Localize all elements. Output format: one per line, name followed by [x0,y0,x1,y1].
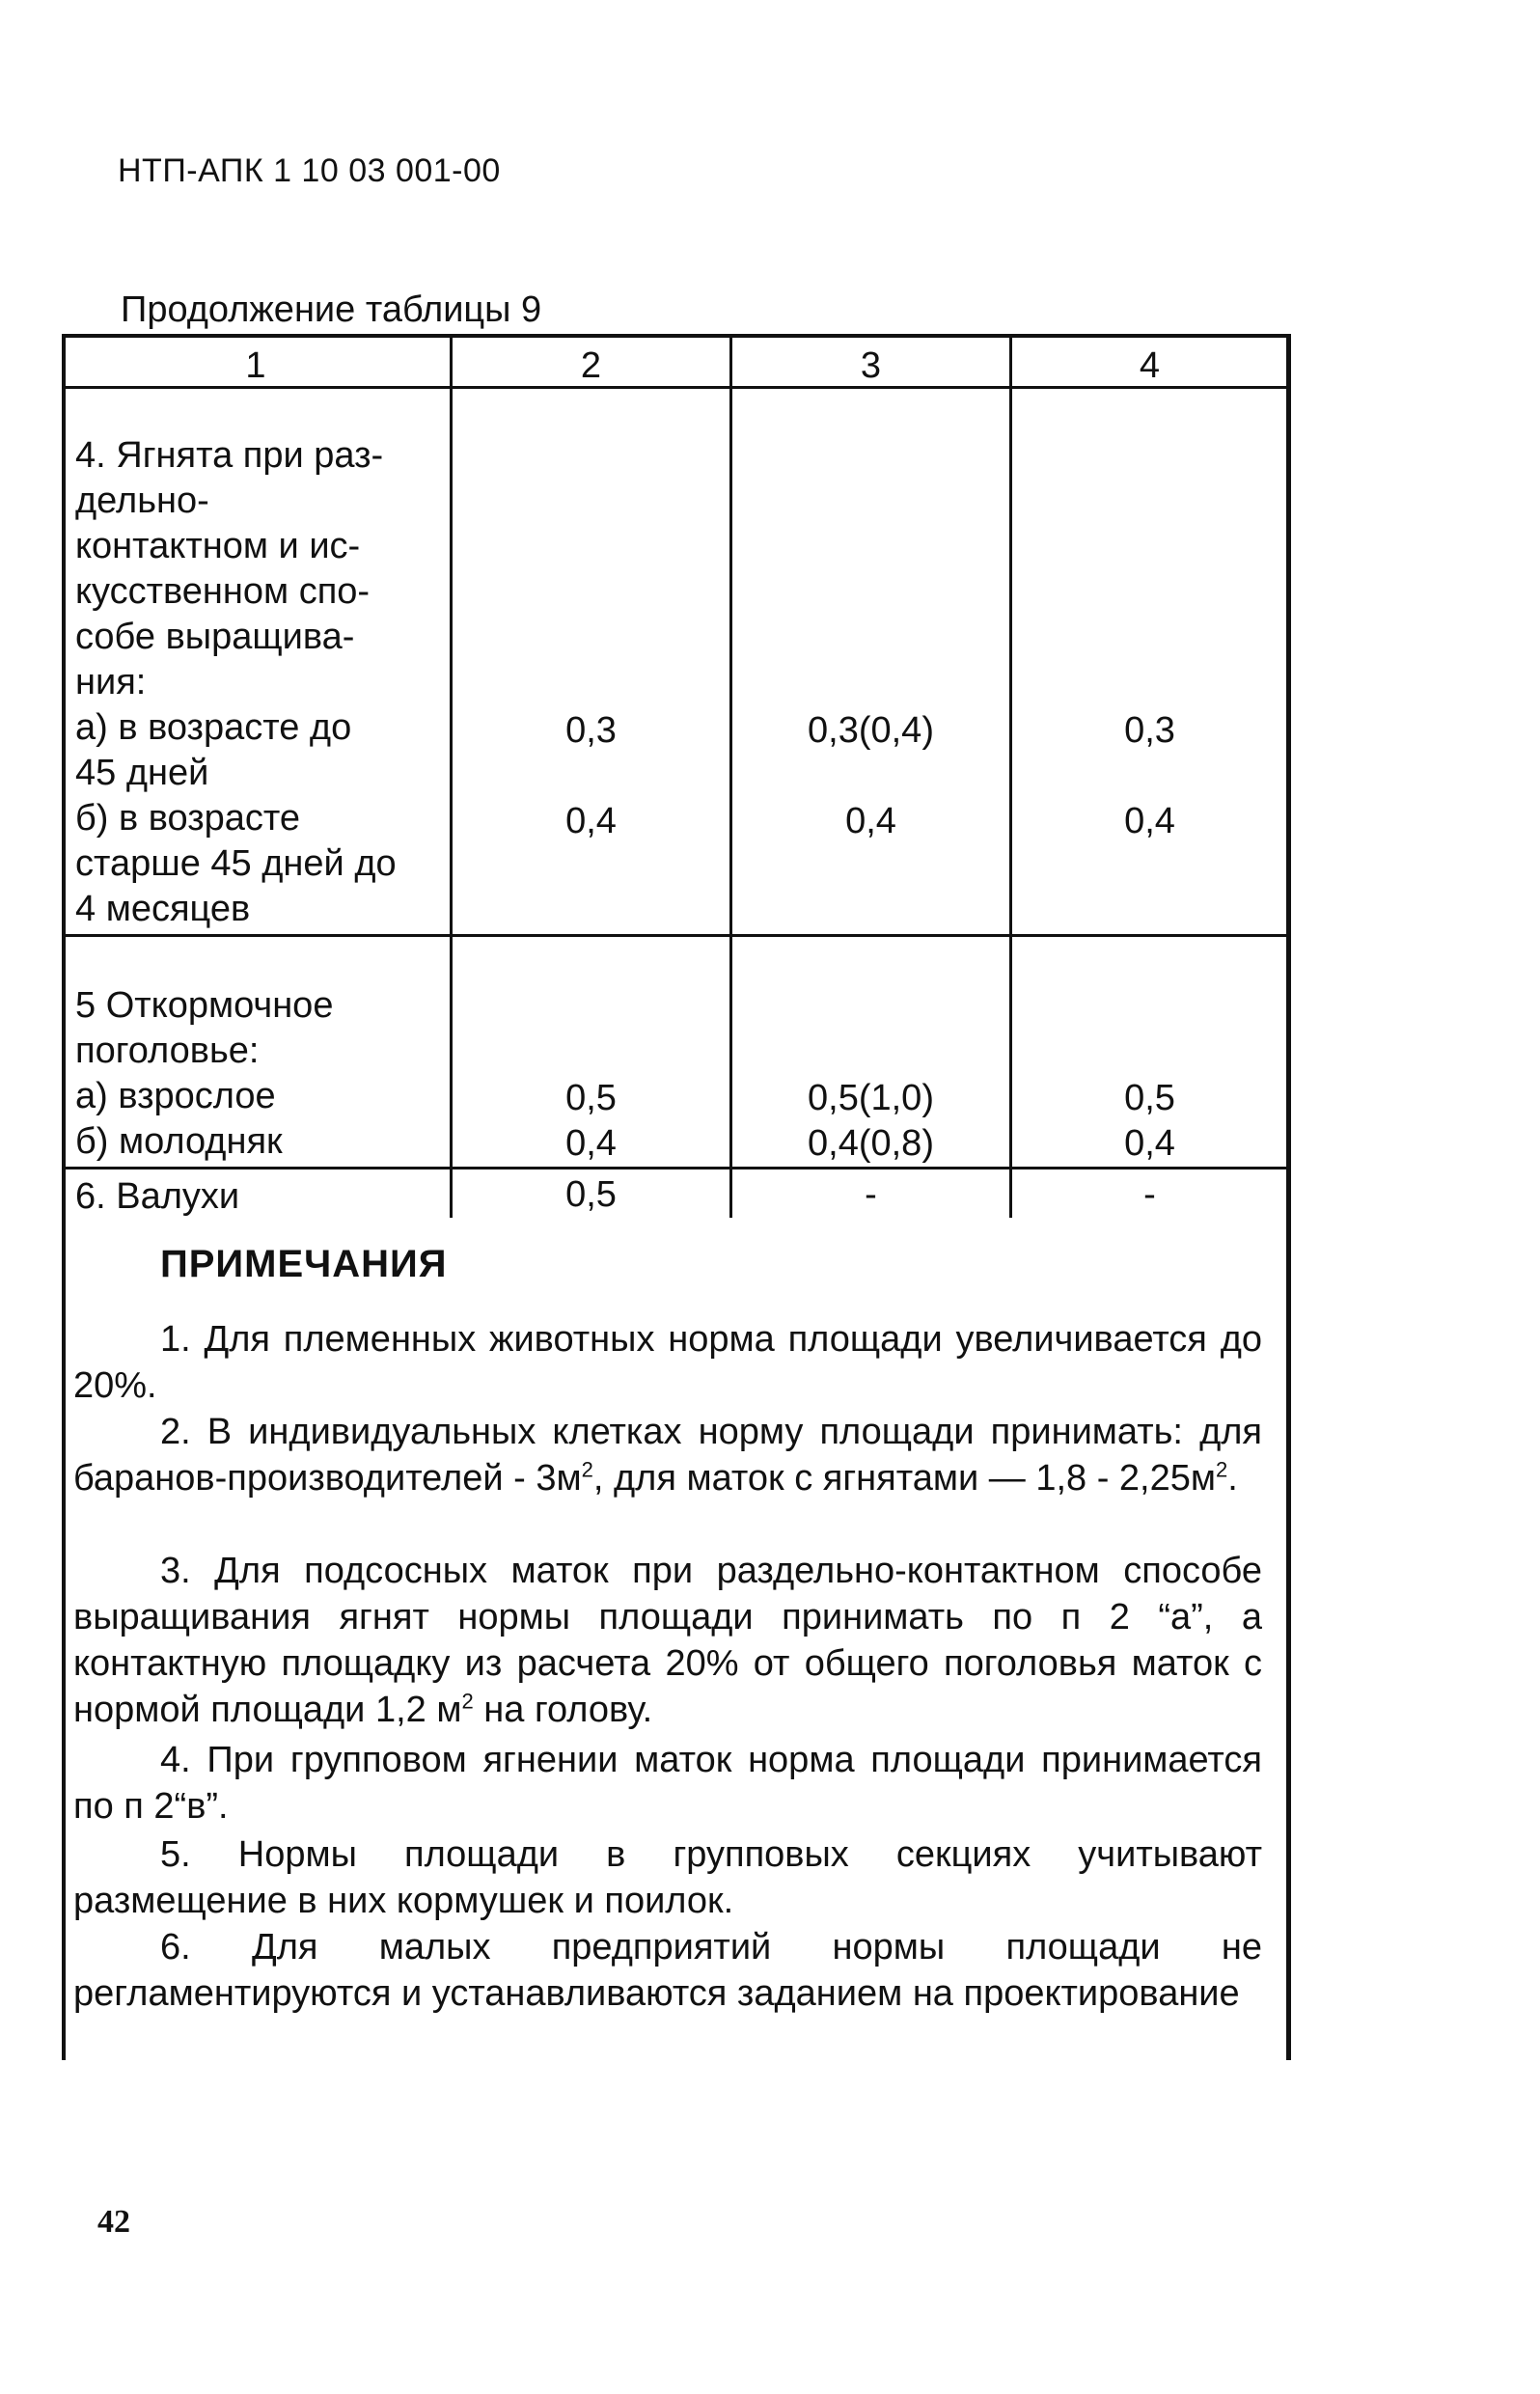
note-3-part: на голову. [473,1690,653,1730]
row5-a-label: а) взрослое [75,1076,276,1116]
row4-bottom-border [62,934,1291,937]
note-3-part: 3. Для подсосных маток при раздельно-контактном способе выращивания ягнят нормы площади принимать по п 2 “а”, а контактную площадку из расчета 20% от общего поголовья маток с нормой площади 1,2 м [73,1551,1262,1730]
row4-title-line: дельно- [75,481,209,521]
row4-a-col2: 0,3 [565,710,617,751]
column-header-4: 4 [1139,345,1161,386]
row5-a-col3: 0,5(1,0) [808,1078,934,1118]
notes-title: ПРИМЕЧАНИЯ [160,1243,448,1285]
column-header-2: 2 [580,345,602,386]
row5-title [75,983,333,1165]
row5-b-col2: 0,4 [565,1123,617,1164]
note-2-part: . [1227,1458,1238,1499]
note-2-superscript: 2 [1216,1457,1228,1482]
row5-b-label: б) молодняк [75,1121,283,1162]
note-4-text: 4. При групповом ягнении маток норма площади принимается по п 2“в”. [73,1740,1262,1827]
row4-title-line: кусственном спо- [75,571,371,612]
row6-col4: - [1143,1174,1156,1215]
row6-col3: - [865,1174,877,1215]
note-2-text [73,1409,1262,1501]
note-2-superscript: 2 [581,1457,593,1482]
row5-a-col2: 0,5 [565,1078,617,1118]
note-6-text: 6. Для малых предприятий нормы площади не регламентируются и устанавливаются заданием на проектирование [73,1927,1262,2014]
column-header-1: 1 [245,345,266,386]
note-2 [73,1409,1262,1501]
column-header-3: 3 [860,345,882,386]
note-5-text: 5. Нормы площади в групповых секциях учитывают размещение в них кормушек и поилок. [73,1834,1262,1921]
note-2-part: , для маток с ягнятами — 1,8 - 2,25м [592,1458,1217,1499]
row4-b-line: 4 месяцев [75,889,251,929]
row5-b-col3: 0,4(0,8) [808,1123,934,1164]
note-1 [73,1316,1262,1409]
row6-label: 6. Валухи [75,1176,240,1217]
row4-b-col2: 0,4 [565,801,617,841]
table-caption: Продолжение таблицы 9 [121,289,542,330]
note-3-superscript: 2 [461,1689,474,1714]
row4-a-line: а) в возрасте до [75,707,352,748]
row5-title-line: поголовье: [75,1031,260,1071]
table-top-border [62,334,1291,338]
row5-b-col4: 0,4 [1124,1123,1175,1164]
document-code: НТП-АПК 1 10 03 001-00 [118,152,501,189]
row4-a-line: 45 дней [75,753,209,793]
note-6 [73,1924,1262,2017]
note-2-part: 2. В индивидуальных клетках норму площади принимать: для баранов-производителей - 3м [73,1412,1262,1499]
row4-title-line: 4. Ягнята при раз- [75,435,384,476]
row4-a-col4: 0,3 [1124,710,1175,751]
row4-b-line: старше 45 дней до [75,843,397,884]
row5-a-col4: 0,5 [1124,1078,1175,1118]
page-number: 42 [97,2204,130,2240]
row5-bottom-border [62,1167,1291,1169]
row5-title-line: 5 Откормочное [75,985,334,1026]
note-1-text: 1. Для племенных животных норма площади увеличивается до 20%. [73,1319,1262,1406]
note-4 [73,1737,1262,1830]
row4-b-col4: 0,4 [1124,801,1175,841]
note-3 [73,1548,1262,1733]
row4-title [75,433,397,932]
row4-b-col3: 0,4 [845,801,896,841]
row4-title-line: ния: [75,662,147,702]
row4-title-line: собе выращива- [75,617,355,657]
row4-title-line: контактном и ис- [75,526,361,566]
row6-col2: 0,5 [565,1174,617,1215]
row4-b-line: б) в возрасте [75,798,300,839]
note-3-text [73,1548,1262,1733]
row4-a-col3: 0,3(0,4) [808,710,934,751]
note-5 [73,1831,1262,1924]
